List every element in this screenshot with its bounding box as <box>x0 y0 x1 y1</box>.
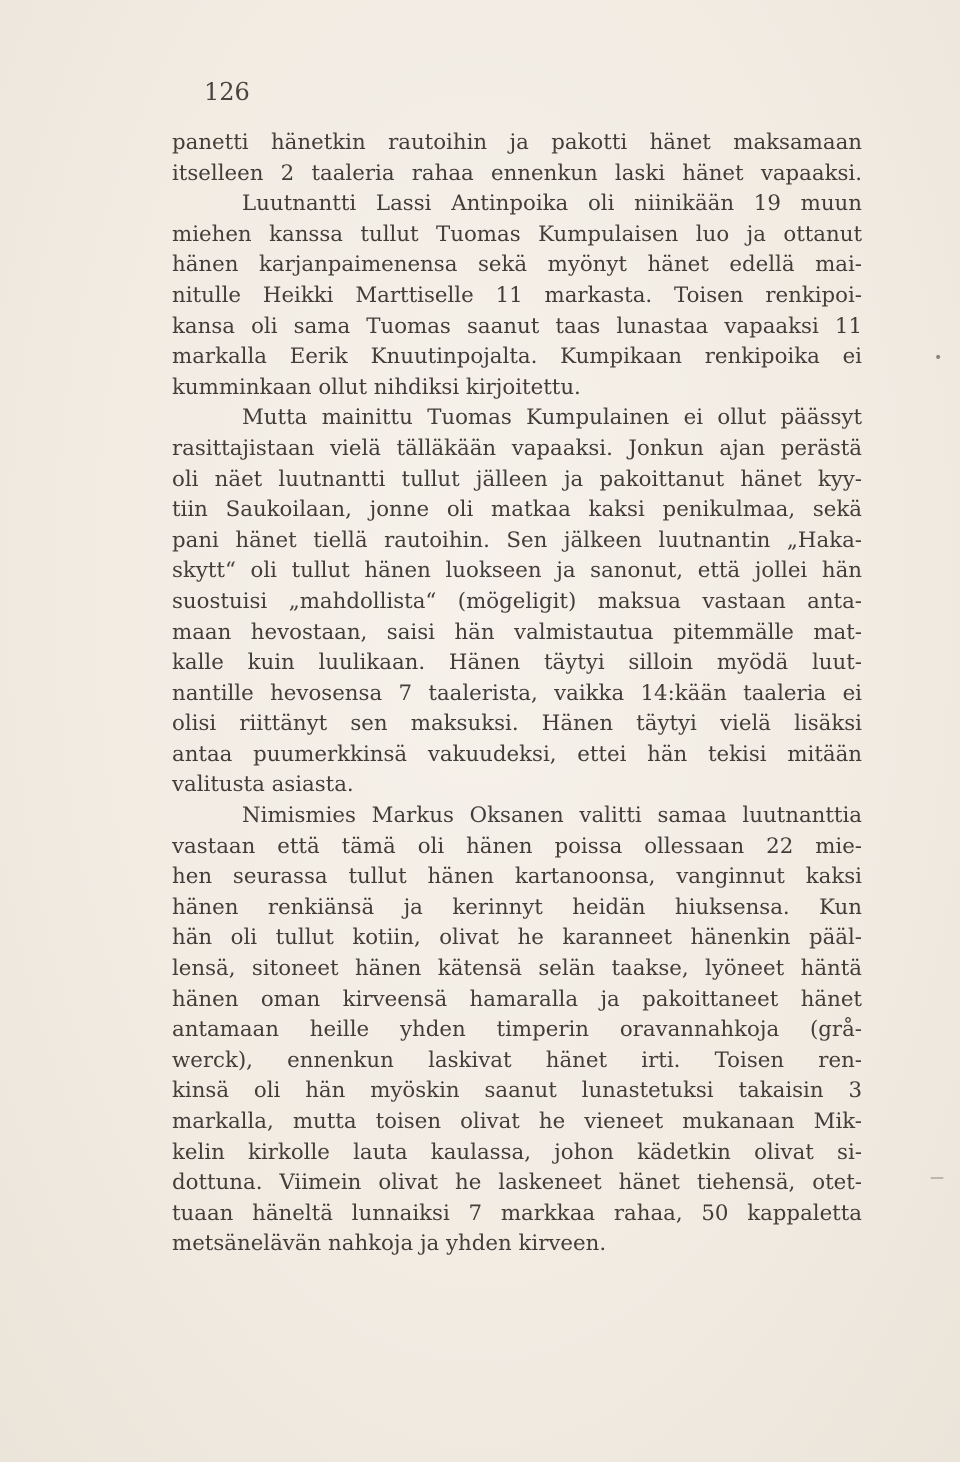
text-line-24: vastaan että tämä oli hänen poissa ollessaan 22 mie- <box>172 833 862 859</box>
page-number: 126 <box>204 78 250 106</box>
text-line-27: hän oli tullut kotiin, olivat he karanneet hänenkin pääl- <box>172 925 862 951</box>
text-line-29: hänen oman kirveensä hamaralla ja pakoittaneet hänet <box>172 986 862 1012</box>
text-line-34: kelin kirkolle lauta kaulassa, johon kädetkin olivat si- <box>172 1139 862 1165</box>
margin-dash-icon: — <box>930 1170 944 1186</box>
text-line-6: nitulle Heikki Marttiselle 11 markasta. Toisen renkipoi- <box>172 282 862 308</box>
text-line-20: olisi riittänyt sen maksuksi. Hänen täytyi vielä lisäksi <box>172 711 862 737</box>
text-line-25: hen seurassa tullut hänen kartanoonsa, vanginnut kaksi <box>172 864 862 890</box>
text-line-5: hänen karjanpaimenensa sekä myönyt hänet edellä mai- <box>172 252 862 278</box>
text-line-4: miehen kanssa tullut Tuomas Kumpulaisen luo ja ottanut <box>172 221 862 247</box>
text-line-9: kumminkaan ollut nihdiksi kirjoitettu. <box>172 374 581 400</box>
text-line-32: kinsä oli hän myöskin saanut lunastetuksi takaisin 3 <box>172 1078 862 1104</box>
text-line-31: werck), ennenkun laskivat hänet irti. Toisen ren- <box>172 1047 862 1073</box>
text-line-12: oli näet luutnantti tullut jälleen ja pakoittanut hänet kyy- <box>172 466 862 492</box>
text-line-35: dottuna. Viimein olivat he laskeneet hänet tiehensä, otet- <box>172 1170 862 1196</box>
text-line-11: rasittajistaan vielä tälläkään vapaaksi. Jonkun ajan perästä <box>172 435 862 461</box>
text-line-33: markalla, mutta toisen olivat he vieneet mukanaan Mik- <box>172 1109 862 1134</box>
text-line-1: panetti hänetkin rautoihin ja pakotti hänet maksamaan <box>172 130 862 155</box>
body-text <box>172 128 862 1260</box>
margin-mark-icon: • <box>934 350 943 366</box>
text-line-16: suostuisi „mahdollista“ (mögeligit) maksua vastaan anta- <box>172 588 862 614</box>
text-line-28: lensä, sitoneet hänen kätensä selän taakse, lyöneet häntä <box>172 956 862 982</box>
text-line-26: hänen renkiänsä ja kerinnyt heidän hiuksensa. Kun <box>172 894 862 920</box>
text-line-37: metsänelävän nahkoja ja yhden kirveen. <box>172 1231 607 1257</box>
text-line-3: Luutnantti Lassi Antinpoika oli niinikään 19 muun <box>242 191 862 217</box>
text-line-17: maan hevostaan, saisi hän valmistautua pitemmälle mat- <box>172 619 862 645</box>
text-line-7: kansa oli sama Tuomas saanut taas lunastaa vapaaksi 11 <box>172 313 862 339</box>
text-line-14: pani hänet tiellä rautoihin. Sen jälkeen luutnantin „Haka- <box>172 527 862 553</box>
text-line-8: markalla Eerik Knuutinpojalta. Kumpikaan renkipoika ei <box>172 344 862 370</box>
text-line-23: Nimismies Markus Oksanen valitti samaa luutnanttia <box>242 803 862 829</box>
text-line-18: kalle kuin luulikaan. Hänen täytyi silloin myödä luut- <box>172 650 862 676</box>
text-line-13: tiin Saukoilaan, jonne oli matkaa kaksi penikulmaa, sekä <box>172 497 862 523</box>
text-line-30: antamaan heille yhden timperin oravannahkoja (grå- <box>172 1017 862 1043</box>
text-line-10: Mutta mainittu Tuomas Kumpulainen ei ollut päässyt <box>242 405 862 431</box>
text-line-21: antaa puumerkkinsä vakuudeksi, ettei hän tekisi mitään <box>172 741 862 767</box>
text-line-2: itselleen 2 taaleria rahaa ennenkun laski hänet vapaaksi. <box>172 160 862 186</box>
text-line-22: valitusta asiasta. <box>172 772 354 798</box>
text-line-19: nantille hevosensa 7 taalerista, vaikka 14:kään taaleria ei <box>172 680 862 706</box>
text-line-36: tuaan häneltä lunnaiksi 7 markkaa rahaa, 50 kappaletta <box>172 1200 862 1226</box>
text-line-15: skytt“ oli tullut hänen luokseen ja sanonut, että jollei hän <box>172 558 862 584</box>
